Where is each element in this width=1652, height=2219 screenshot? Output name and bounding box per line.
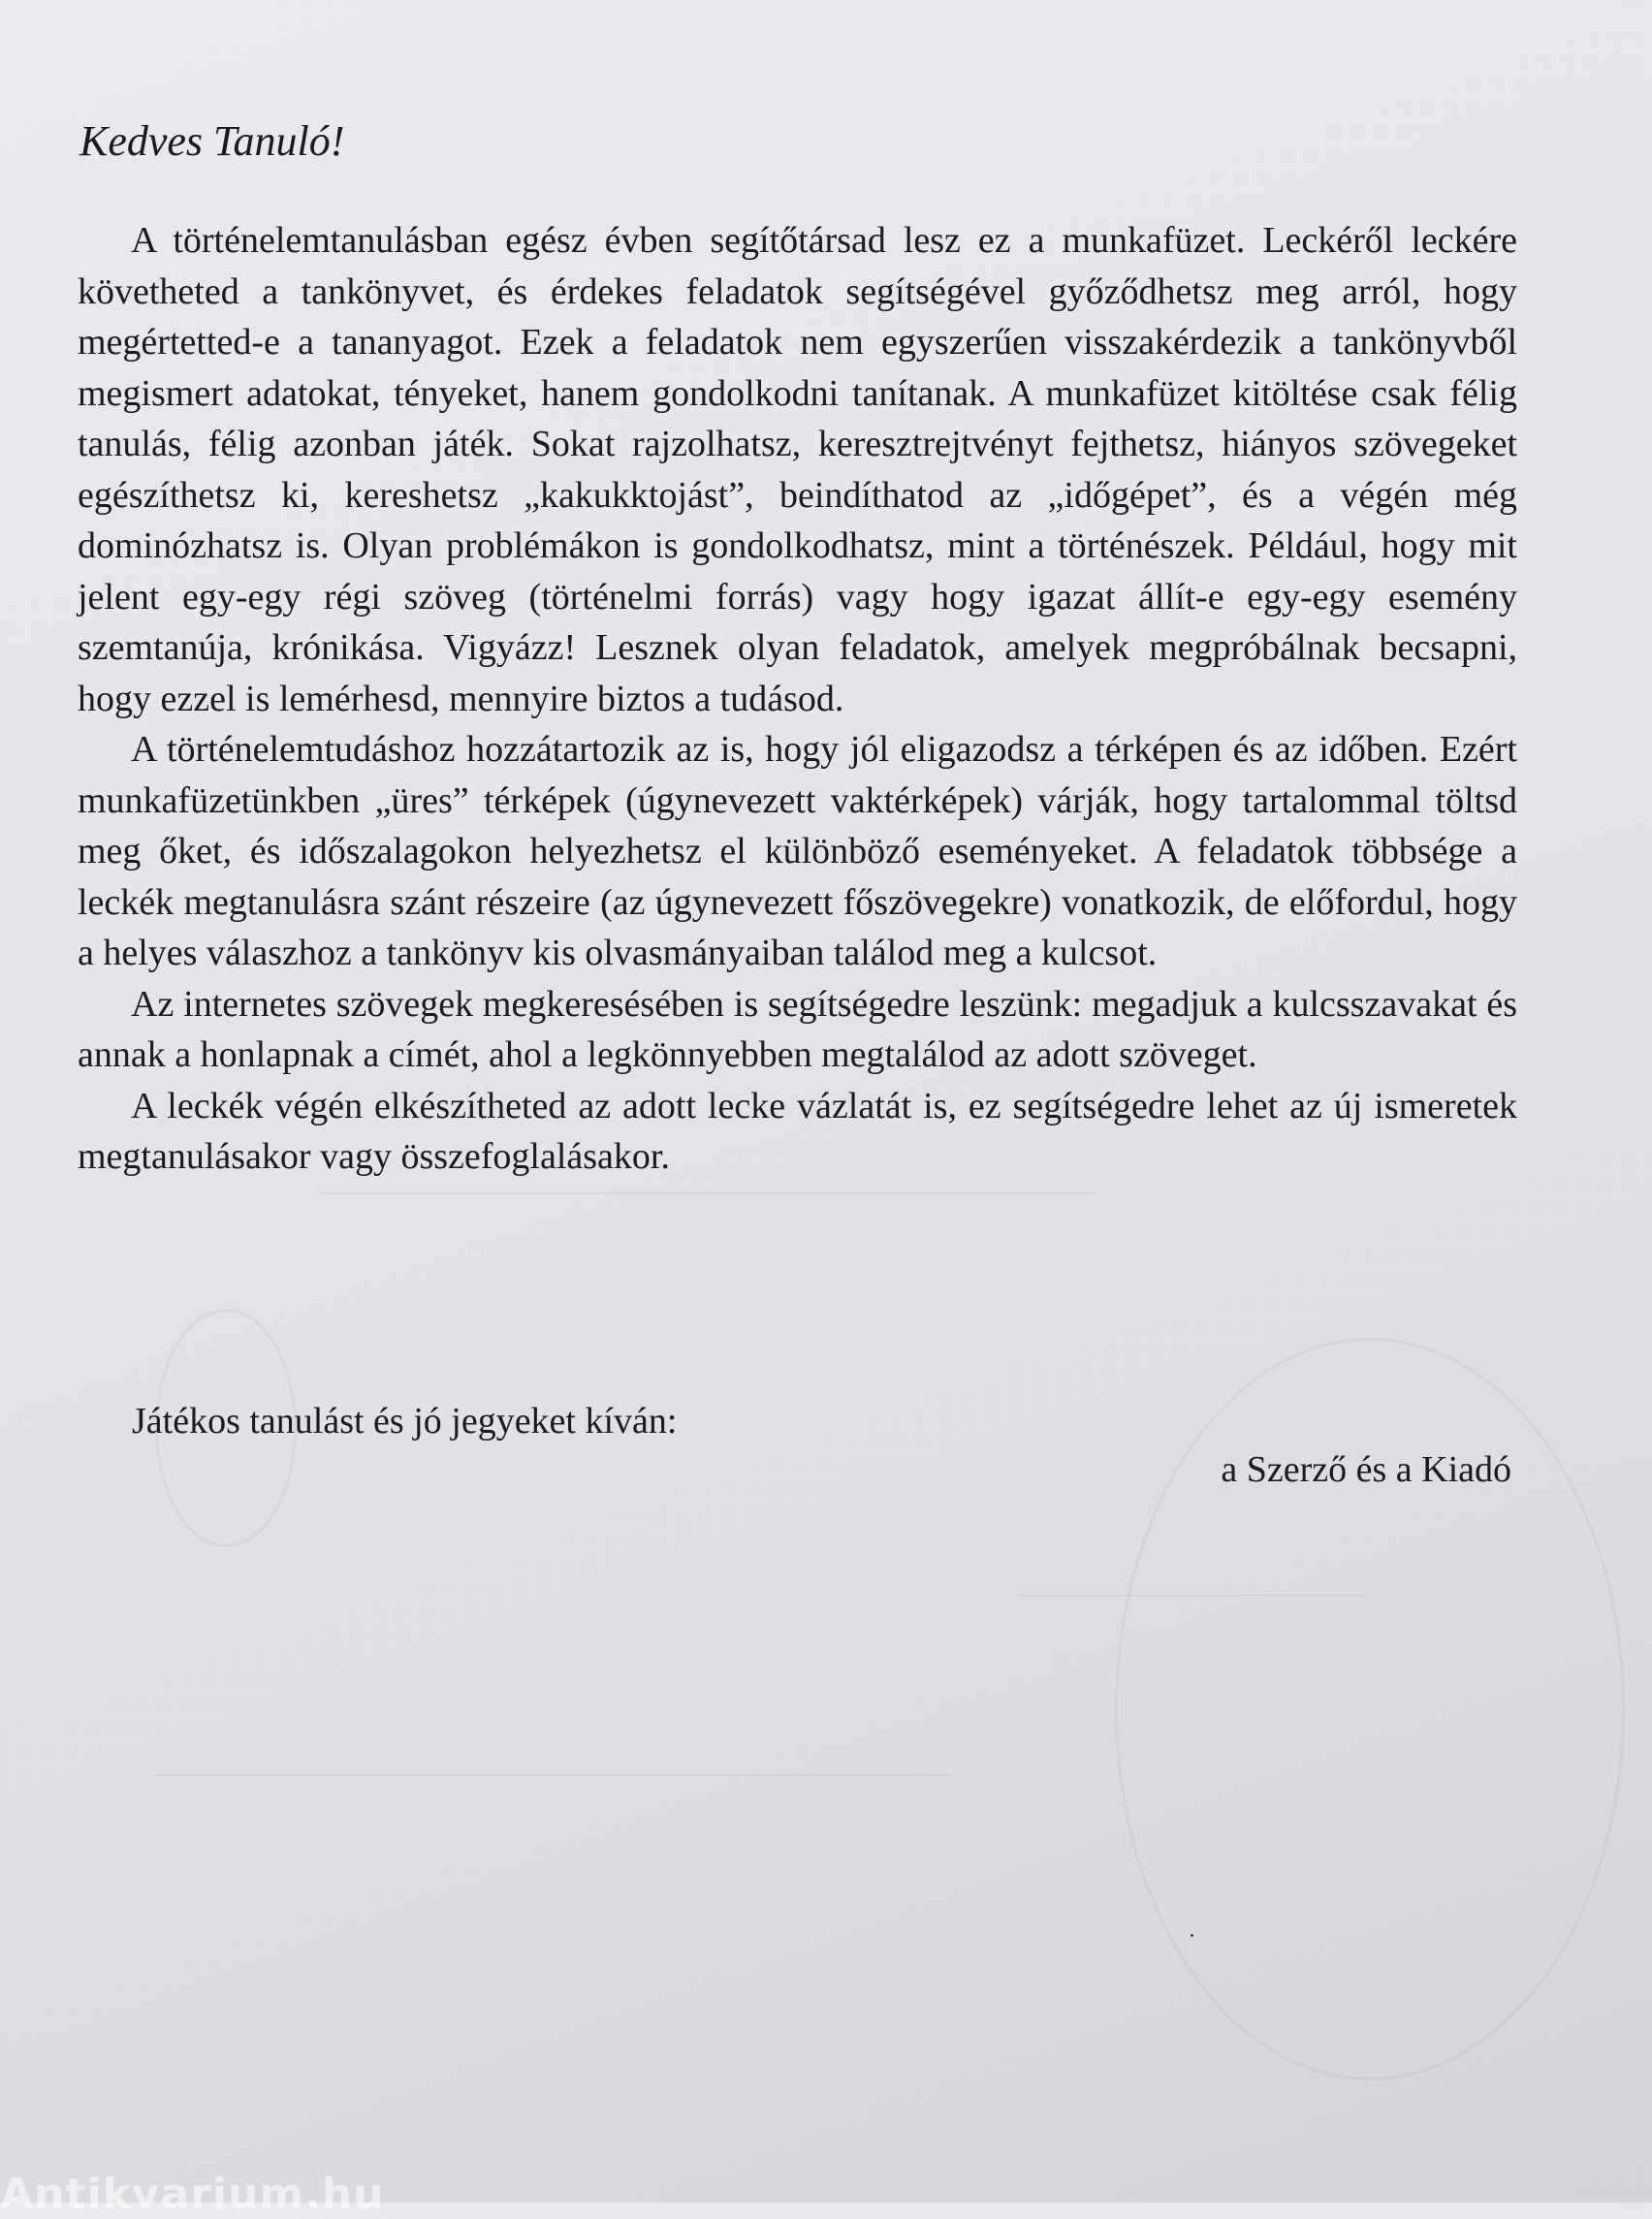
paragraph-outline: A leckék végén elkészítheted az adott lecke vázlatát is, ez segítségedre lehet az új ismeretek megtanulásakor vagy összefoglalásakor. bbox=[78, 1085, 1517, 1177]
paragraph-internet: Az internetes szövegek megkeresésében is segítségedre leszünk: megadjuk a kulcsszavakat és annak a honlapnak a címét, ahol a legkönnyebben megtalálod az adott szöveget. bbox=[78, 983, 1517, 1075]
paragraph-intro: A történelemtanulásban egész évben segítőtársad lesz ez a munkafüzet. Leckéről leckére követheted a tankönyvet, és érdekes feladatok segítségével győződhetsz meg arról, hogy megértetted-e a tananyagot. Ezek a feladatok nem egyszerűen visszakérdezik a tankönyvből megismert adatokat, tényeket, hanem gondolkodni tanítanak. A munkafüzet kitöltése csak félig tanulás, félig azonban játék. Sokat rajzolhatsz, keresztrejtvényt fejthetsz, hiányos szövegeket egészíthetsz ki, kereshetsz „kakukktojást”, beindíthatod az „időgépet”, és a végén még dominózhatsz is. Olyan problémákon is gondolkodhatsz, mint a történészek. Például, hogy mit jelent egy-egy régi szöveg (történelmi forrás) vagy hogy igazat állít-e egy-egy esemény szemtanúja, krónikása. Vigyázz! Lesznek olyan feladatok, amelyek megpróbálnak becsapni, hogy ezzel is lemérhesd, mennyire biztos a tudásod. bbox=[78, 220, 1517, 719]
watermark: Antikvarium.hu bbox=[0, 2170, 385, 2219]
bleed-through-heading bbox=[465, 107, 485, 169]
closing-line: Játékos tanulást és jó jegyeket kíván: bbox=[132, 1401, 678, 1442]
greeting-heading: Kedves Tanuló! bbox=[79, 117, 345, 165]
letter-body bbox=[78, 215, 1517, 1183]
bleed-through-subheading bbox=[242, 163, 259, 220]
ink-speck bbox=[1191, 1934, 1193, 1937]
bleed-through-rule bbox=[155, 1774, 950, 1776]
signature: a Szerző és a Kiadó bbox=[1221, 1449, 1511, 1490]
paragraph-maps: A történelemtudáshoz hozzátartozik az is, hogy jól eligazodsz a térképen és az időben. Ezért munkafüzetünkben „üres” térképek (úgynevezett vaktérképek) várják, hogy tartalommal töltsd meg őket, és időszalagokon helyezhetsz el különböző eseményeket. A feladatok többsége a leckék megtanulásra szánt részeire (az úgynevezett főszövegekre) vonatkozik, de előfordul, hogy a helyes válaszhoz a tankönyv kis olvasmányaiban találod meg a kulcsot. bbox=[78, 729, 1517, 973]
bleed-through-rule bbox=[320, 1192, 1096, 1194]
